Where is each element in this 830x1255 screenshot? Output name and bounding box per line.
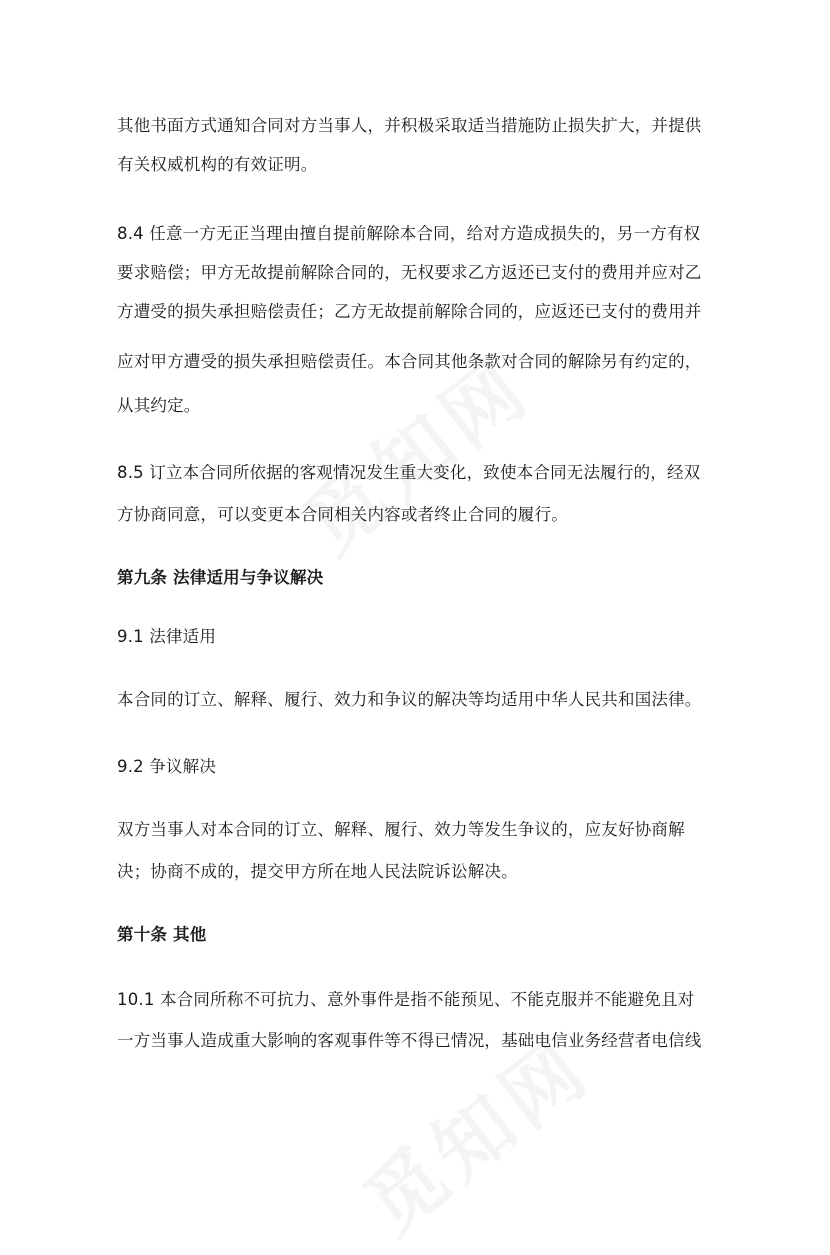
text-line: 方协商同意，可以变更本合同相关内容或者终止合同的履行。	[117, 505, 568, 524]
article-10-heading: 第十条 其他	[117, 925, 207, 944]
text-line: 应对甲方遭受的损失承担赔偿责任。本合同其他条款对合同的解除另有约定的，	[117, 352, 702, 371]
clause-10-1: 10.1 本合同所称不可抗力、意外事件是指不能预见、不能克服并不能避免且对	[117, 990, 695, 1009]
text-line: 有关权威机构的有效证明。	[117, 155, 318, 174]
text-line: 决；协商不成的，提交甲方所在地人民法院诉讼解决。	[117, 862, 518, 881]
text-line: 一方当事人造成重大影响的客观事件等不得已情况，基础电信业务经营者电信线	[117, 1031, 702, 1050]
text-line: 方遭受的损失承担赔偿责任；乙方无故提前解除合同的，应返还已支付的费用并	[117, 302, 702, 321]
text-line: 要求赔偿；甲方无故提前解除合同的，无权要求乙方返还已支付的费用并应对乙	[117, 263, 702, 282]
text-line: 本合同的订立、解释、履行、效力和争议的解决等均适用中华人民共和国法律。	[117, 690, 702, 709]
article-9-heading: 第九条 法律适用与争议解决	[117, 568, 324, 587]
clause-8-5: 8.5 订立本合同所依据的客观情况发生重大变化，致使本合同无法履行的，经双	[117, 463, 701, 482]
text-line: 双方当事人对本合同的订立、解释、履行、效力等发生争议的，应友好协商解	[117, 820, 685, 839]
clause-9-2: 9.2 争议解决	[117, 757, 217, 776]
clause-8-4: 8.4 任意一方无正当理由擅自提前解除本合同，给对方造成损失的，另一方有权	[117, 224, 701, 243]
text-line: 从其约定。	[117, 396, 201, 415]
clause-9-1: 9.1 法律适用	[117, 627, 217, 646]
text-line: 其他书面方式通知合同对方当事人，并积极采取适当措施防止损失扩大，并提供	[117, 116, 702, 135]
